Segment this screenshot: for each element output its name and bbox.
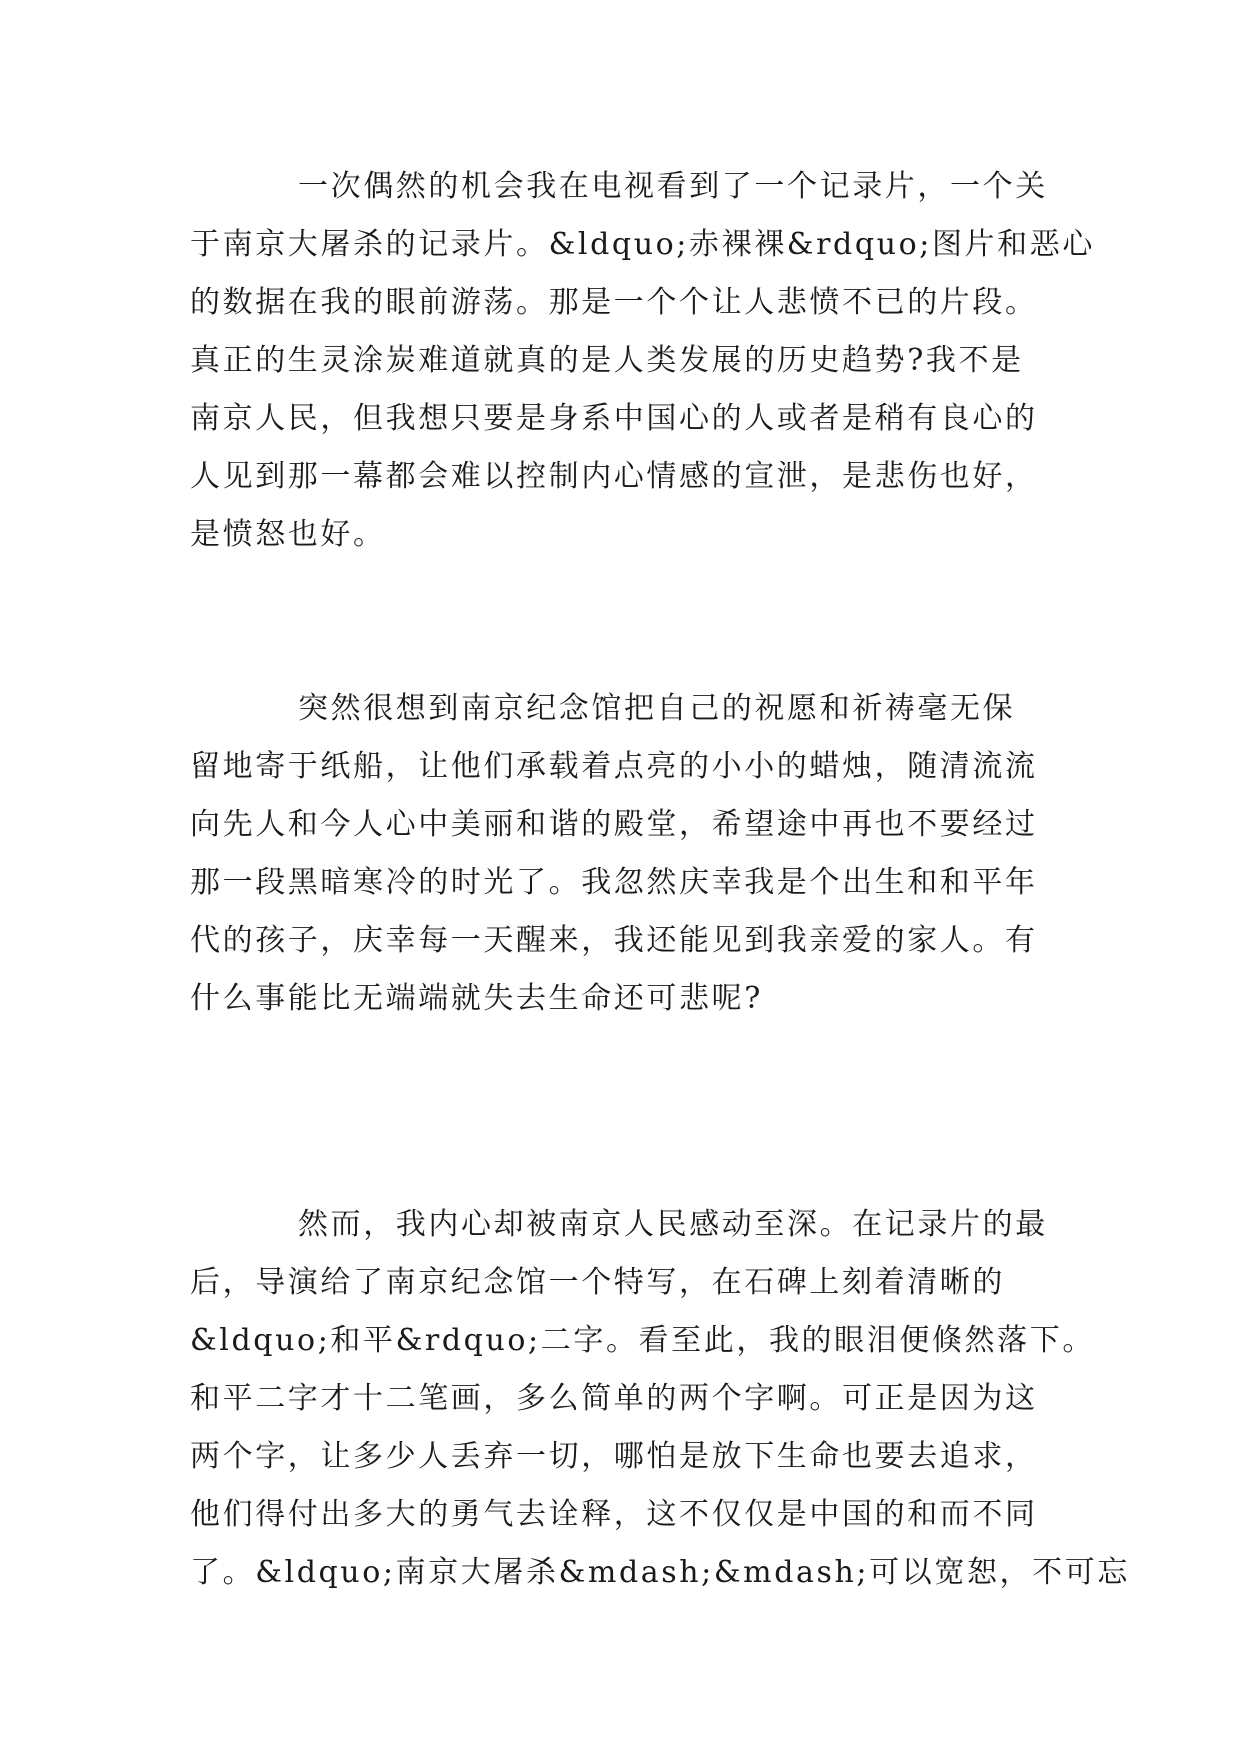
text-line: 人见到那一幕都会难以控制内心情感的宣泄，是悲伤也好，	[190, 459, 1038, 494]
text-line: 突然很想到南京纪念馆把自己的祝愿和祈祷毫无保	[298, 691, 1016, 726]
text-line: 什么事能比无端端就失去生命还可悲呢?	[190, 981, 763, 1016]
text-line: 于南京大屠杀的记录片。&ldquo;赤裸裸&rdquo;图片和恶心	[190, 227, 1095, 262]
text-line: 留地寄于纸船，让他们承载着点亮的小小的蜡烛，随清流流	[190, 749, 1038, 784]
text-line: 后，导演给了南京纪念馆一个特写，在石碑上刻着清晰的	[190, 1265, 1005, 1300]
text-line: &ldquo;和平&rdquo;二字。看至此，我的眼泪便倏然落下。	[190, 1323, 1095, 1358]
text-line: 的数据在我的眼前游荡。那是一个个让人悲愤不已的片段。	[190, 285, 1038, 320]
text-line: 然而，我内心却被南京人民感动至深。在记录片的最	[298, 1207, 1048, 1242]
text-line: 和平二字才十二笔画，多么简单的两个字啊。可正是因为这	[190, 1381, 1038, 1416]
text-line: 真正的生灵涂炭难道就真的是人类发展的历史趋势?我不是	[190, 343, 1024, 378]
text-line: 一次偶然的机会我在电视看到了一个记录片，一个关	[298, 169, 1048, 204]
text-line: 了。&ldquo;南京大屠杀&mdash;&mdash;可以宽恕，不可忘	[190, 1555, 1130, 1590]
text-line: 那一段黑暗寒冷的时光了。我忽然庆幸我是个出生和和平年	[190, 865, 1038, 900]
paragraph-3	[190, 1196, 1130, 1602]
text-line: 南京人民，但我想只要是身系中国心的人或者是稍有良心的	[190, 401, 1038, 436]
text-line: 是愤怒也好。	[190, 517, 386, 552]
text-line: 代的孩子，庆幸每一天醒来，我还能见到我亲爱的家人。有	[190, 923, 1038, 958]
text-line: 他们得付出多大的勇气去诠释，这不仅仅是中国的和而不同	[190, 1497, 1038, 1532]
text-line: 两个字，让多少人丢弃一切，哪怕是放下生命也要去追求，	[190, 1439, 1038, 1474]
paragraph-2	[190, 680, 1070, 1028]
paragraph-1	[190, 158, 1095, 564]
text-line: 向先人和今人心中美丽和谐的殿堂，希望途中再也不要经过	[190, 807, 1038, 842]
